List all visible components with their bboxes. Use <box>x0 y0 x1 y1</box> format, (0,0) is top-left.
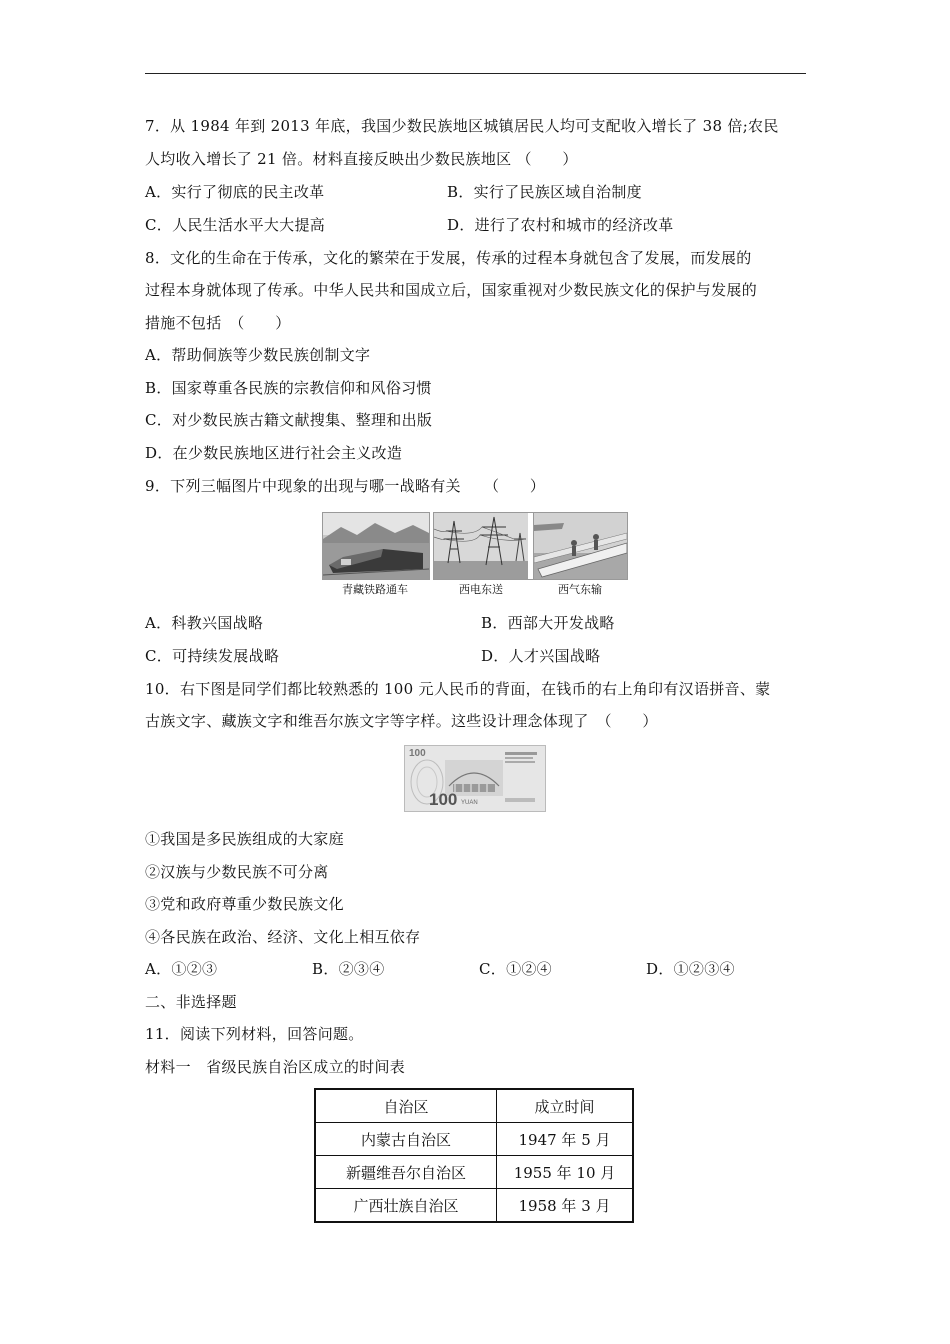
table-header-row <box>315 1089 633 1123</box>
q8-option-d: D．在少数民族地区进行社会主义改造 <box>145 444 403 462</box>
q7-stem-line1: 7．从 1984 年到 2013 年底，我国少数民族地区城镇居民人均可支配收入增长了 38 倍;农民 <box>145 117 779 135</box>
gas-pipeline-photo <box>533 512 628 580</box>
table-row <box>315 1156 633 1189</box>
q9-option-c: C．可持续发展战略 <box>145 647 280 665</box>
q8-option-c: C．对少数民族古籍文献搜集、整理和出版 <box>145 411 433 429</box>
q10-option-a: A．①②③ <box>145 960 218 978</box>
q7-stem-line2: 人均收入增长了 21 倍。材料直接反映出少数民族地区 （ ） <box>145 150 578 168</box>
table-cell-region: 广西壮族自治区 <box>315 1189 497 1223</box>
q8-stem-line3: 措施不包括 （ ） <box>145 314 291 332</box>
q8-stem-line2: 过程本身就体现了传承。中华人民共和国成立后，国家重视对少数民族文化的保护与发展的 <box>145 281 758 299</box>
table-cell-date: 1955 年 10 月 <box>497 1156 634 1189</box>
q7-option-b: B．实行了民族区域自治制度 <box>447 183 642 201</box>
autonomous-region-table <box>314 1088 634 1223</box>
q8-option-b: B．国家尊重各民族的宗教信仰和风俗习惯 <box>145 379 432 397</box>
q9-option-a: A．科教兴国战略 <box>145 614 264 632</box>
q7-option-a: A．实行了彻底的民主改革 <box>145 183 325 201</box>
table-row <box>315 1189 633 1223</box>
power-caption: 西电东送 <box>459 583 503 596</box>
railway-caption: 青藏铁路通车 <box>342 583 408 596</box>
section-2-title: 二、非选择题 <box>145 993 237 1011</box>
banknote-denomination: 100 <box>429 790 458 809</box>
header-rule <box>145 73 806 74</box>
table-cell-region: 内蒙古自治区 <box>315 1123 497 1156</box>
table-cell-date: 1947 年 5 月 <box>497 1123 634 1156</box>
q10-stem-line2: 古族文字、藏族文字和维吾尔族文字等字样。这些设计理念体现了 （ ） <box>145 712 658 730</box>
q10-statement-2: ②汉族与少数民族不可分离 <box>145 863 329 881</box>
q10-statement-1: ①我国是多民族组成的大家庭 <box>145 830 344 848</box>
q10-stem-line1: 10．右下图是同学们都比较熟悉的 100 元人民币的背面，在钱币的右上角印有汉语拼音、蒙 <box>145 680 771 698</box>
q9-stem: 9．下列三幅图片中现象的出现与哪一战略有关 （ ） <box>145 477 546 495</box>
q9-option-b: B．西部大开发战略 <box>481 614 615 632</box>
q10-statement-4: ④各民族在政治、经济、文化上相互依存 <box>145 928 421 946</box>
q7-option-c: C．人民生活水平大大提高 <box>145 216 326 234</box>
table-row <box>315 1123 633 1156</box>
q11-stem: 11．阅读下列材料，回答问题。 <box>145 1025 364 1043</box>
q9-option-d: D．人才兴国战略 <box>481 647 601 665</box>
gas-caption: 西气东输 <box>558 583 602 596</box>
banknote-image <box>404 745 546 812</box>
railway-photo <box>322 512 430 580</box>
q10-option-d: D．①②③④ <box>646 960 735 978</box>
table-cell-date: 1958 年 3 月 <box>497 1189 634 1223</box>
table-cell-region: 新疆维吾尔自治区 <box>315 1156 497 1189</box>
q10-statement-3: ③党和政府尊重少数民族文化 <box>145 895 344 913</box>
power-lines-photo <box>433 512 541 580</box>
q10-option-b: B．②③④ <box>312 960 385 978</box>
banknote-yuan-label: YUAN <box>461 800 478 806</box>
q8-option-a: A．帮助侗族等少数民族创制文字 <box>145 346 371 364</box>
table-header-date: 成立时间 <box>497 1089 634 1123</box>
material-1-title: 材料一 省级民族自治区成立的时间表 <box>145 1058 406 1076</box>
table-header-region: 自治区 <box>315 1089 497 1123</box>
q7-option-d: D．进行了农村和城市的经济改革 <box>447 216 674 234</box>
banknote-denomination-top: 100 <box>409 748 426 759</box>
q10-option-c: C．①②④ <box>479 960 552 978</box>
q8-stem-line1: 8．文化的生命在于传承，文化的繁荣在于发展，传承的过程本身就包含了发展，而发展的 <box>145 249 752 267</box>
